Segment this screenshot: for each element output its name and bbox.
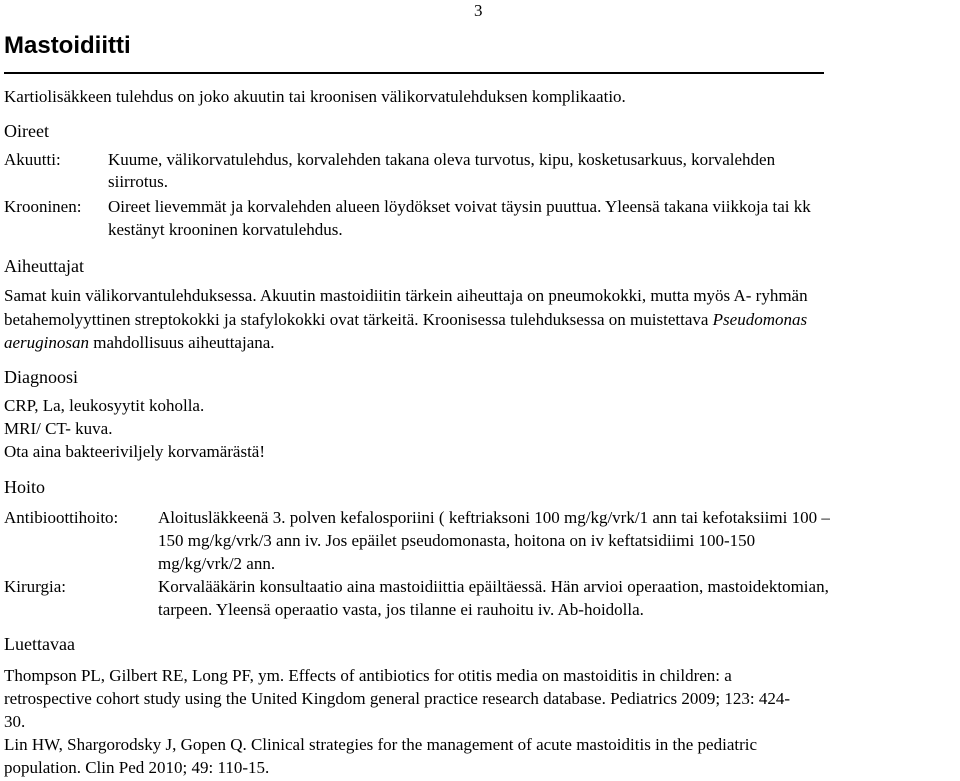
reference-line: 30. [4, 712, 26, 731]
kirurgia-label: Kirurgia: [4, 577, 67, 596]
diagnoosi-line: MRI/ CT- kuva. [4, 419, 113, 438]
krooninen-text-line2: kestänyt krooninen korvatulehdus. [108, 220, 343, 239]
akuutti-label: Akuutti: [4, 150, 61, 169]
akuutti-text-line2: siirrotus. [108, 172, 168, 191]
reference-line: Lin HW, Shargorodsky J, Gopen Q. Clinical strategies for the management of acute mastoiditis in the pediatric [4, 735, 758, 754]
diagnoosi-line: CRP, La, leukosyytit koholla. [4, 396, 205, 415]
title-rule [4, 72, 824, 74]
page-title: Mastoidiitti [4, 32, 131, 59]
kirurgia-text-line1: Korvalääkärin konsultaatio aina mastoidiittia epäiltäessä. Hän arvioi operaation, mastoidektomian, [158, 577, 829, 596]
antibiootti-label: Antibioottihoito: [4, 508, 119, 527]
krooninen-label: Krooninen: [4, 197, 82, 216]
intro-text: Kartiolisäkkeen tulehdus on joko akuutin tai kroonisen välikorvatulehduksen komplikaatio. [4, 87, 626, 106]
reference-line: Thompson PL, Gilbert RE, Long PF, ym. Effects of antibiotics for otitis media on mastoiditis in children: a [4, 666, 732, 685]
reference-line: population. Clin Ped 2010; 49: 110-15. [4, 758, 270, 777]
page-number: 3 [474, 1, 483, 20]
akuutti-text-line1: Kuume, välikorvatulehdus, korvalehden takana oleva turvotus, kipu, kosketusarkuus, korvalehden [108, 150, 776, 169]
antibiootti-text-line2: 150 mg/kg/vrk/3 ann iv. Jos epäilet pseudomonasta, hoitona on iv keftatsidiimi 100-150 [158, 531, 756, 550]
kirurgia-text-line2: tarpeen. Yleensä operaatio vasta, jos tilanne ei rauhoitu iv. Ab-hoidolla. [158, 600, 644, 619]
diagnoosi-line: Ota aina bakteeriviljely korvamärästä! [4, 442, 266, 461]
aiheuttajat-line3: aeruginosan mahdollisuus aiheuttajana. [4, 333, 275, 352]
antibiootti-text-line1: Aloitusläkkeenä 3. polven kefalosporiini ( keftriaksoni 100 mg/kg/vrk/1 ann tai kefotaksiimi 100 – [158, 508, 830, 527]
antibiootti-text-line3: mg/kg/vrk/2 ann. [158, 554, 276, 573]
heading-oireet: Oireet [4, 121, 49, 141]
heading-aiheuttajat: Aiheuttajat [4, 256, 84, 276]
aiheuttajat-line1: Samat kuin välikorvantulehduksessa. Akuutin mastoidiitin tärkein aiheuttaja on pneumokokki, mutta myös A- ryhmän [4, 286, 808, 305]
aiheuttajat-line2: betahemolyyttinen streptokokki ja stafylokokki ovat tärkeitä. Kroonisessa tulehduksessa on muistettava Pseudomonas [4, 310, 808, 329]
heading-hoito: Hoito [4, 477, 46, 497]
heading-diagnoosi: Diagnoosi [4, 367, 78, 387]
krooninen-text-line1: Oireet lievemmät ja korvalehden alueen löydökset voivat täysin puuttua. Yleensä takana viikkoja tai kk [108, 197, 811, 216]
heading-luettavaa: Luettavaa [4, 634, 75, 654]
reference-line: retrospective cohort study using the United Kingdom general practice research database. Pediatrics 2009; 123: 424- [4, 689, 791, 708]
